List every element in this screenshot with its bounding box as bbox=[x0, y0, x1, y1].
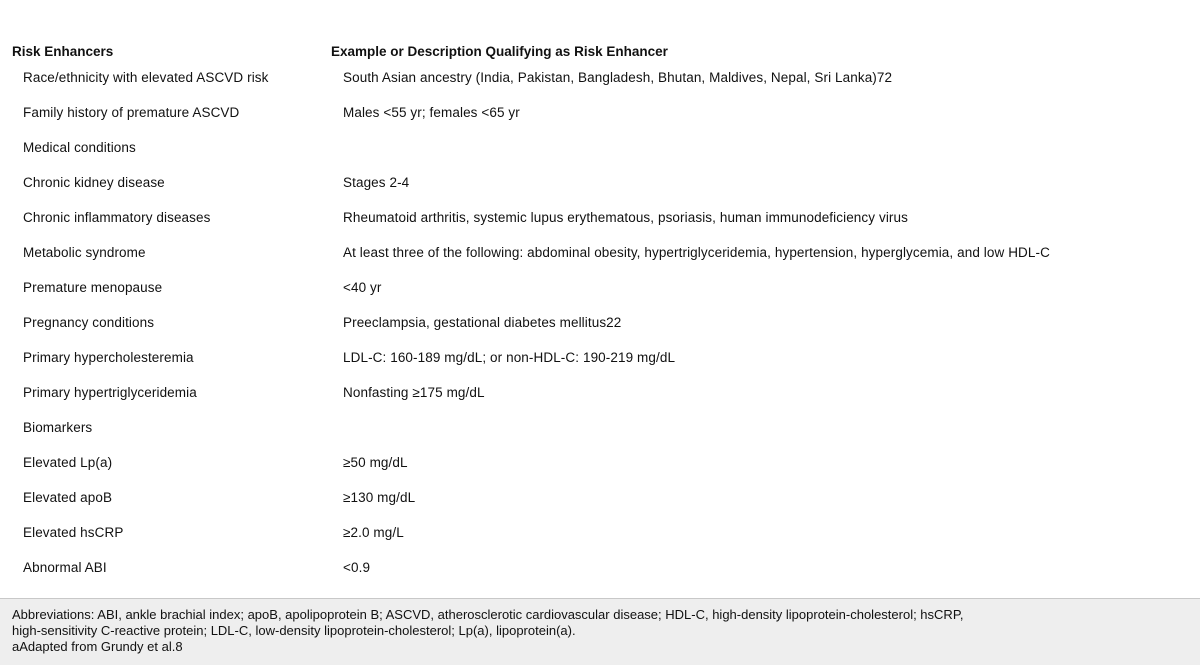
footnote-abbreviations-line-2: high-sensitivity C-reactive protein; LDL-C, low-density lipoprotein-cholesterol; Lp(a), lipoprotein(a). bbox=[12, 623, 576, 638]
row-description: <40 yr bbox=[343, 280, 382, 295]
table-footnote bbox=[0, 598, 1200, 665]
footnote-abbreviations-line-1: Abbreviations: ABI, ankle brachial index; apoB, apolipoprotein B; ASCVD, atherosclerotic cardiovascular disease; HDL-C, high-density lipoprotein-cholesterol; hsCRP, bbox=[12, 607, 964, 622]
row-description: Preeclampsia, gestational diabetes mellitus22 bbox=[343, 315, 622, 330]
row-description: ≥50 mg/dL bbox=[343, 455, 408, 470]
header-risk-enhancers: Risk Enhancers bbox=[12, 44, 114, 59]
row-label: Elevated apoB bbox=[23, 490, 113, 505]
row-label: Abnormal ABI bbox=[23, 560, 107, 575]
row-label: Pregnancy conditions bbox=[23, 315, 155, 330]
table-row bbox=[0, 383, 1200, 418]
table-row bbox=[0, 173, 1200, 208]
row-description: ≥130 mg/dL bbox=[343, 490, 416, 505]
row-description: LDL-C: 160-189 mg/dL; or non-HDL-C: 190-219 mg/dL bbox=[343, 350, 676, 365]
row-description: Males <55 yr; females <65 yr bbox=[343, 105, 520, 120]
table-row bbox=[0, 348, 1200, 383]
row-description: Rheumatoid arthritis, systemic lupus erythematous, psoriasis, human immunodeficiency virus bbox=[343, 210, 908, 225]
table-body bbox=[0, 68, 1200, 593]
row-label: Biomarkers bbox=[23, 420, 93, 435]
table-row bbox=[0, 208, 1200, 243]
row-label: Medical conditions bbox=[23, 140, 136, 155]
table-row bbox=[0, 453, 1200, 488]
footnote-source: aAdapted from Grundy et al.8 bbox=[12, 639, 183, 654]
table-row bbox=[0, 488, 1200, 523]
table-header bbox=[0, 44, 1200, 64]
table-row bbox=[0, 138, 1200, 173]
table-row bbox=[0, 313, 1200, 348]
row-description: <0.9 bbox=[343, 560, 371, 575]
row-description: Stages 2-4 bbox=[343, 175, 410, 190]
table-row bbox=[0, 418, 1200, 453]
row-label: Chronic inflammatory diseases bbox=[23, 210, 211, 225]
row-label: Primary hypercholesteremia bbox=[23, 350, 194, 365]
table-row bbox=[0, 523, 1200, 558]
row-description: Nonfasting ≥175 mg/dL bbox=[343, 385, 485, 400]
row-label: Elevated hsCRP bbox=[23, 525, 124, 540]
row-label: Metabolic syndrome bbox=[23, 245, 146, 260]
table-row bbox=[0, 558, 1200, 593]
table-row bbox=[0, 243, 1200, 278]
table-row bbox=[0, 278, 1200, 313]
table-row bbox=[0, 68, 1200, 103]
row-label: Premature menopause bbox=[23, 280, 163, 295]
row-description: ≥2.0 mg/L bbox=[343, 525, 404, 540]
row-label: Primary hypertriglyceridemia bbox=[23, 385, 197, 400]
row-label: Elevated Lp(a) bbox=[23, 455, 113, 470]
row-description: At least three of the following: abdominal obesity, hypertriglyceridemia, hypertension, hyperglycemia, and low HDL-C bbox=[343, 245, 1050, 260]
row-description: South Asian ancestry (India, Pakistan, Bangladesh, Bhutan, Maldives, Nepal, Sri Lanka)72 bbox=[343, 70, 893, 85]
row-label: Family history of premature ASCVD bbox=[23, 105, 240, 120]
row-label: Chronic kidney disease bbox=[23, 175, 165, 190]
table-row bbox=[0, 103, 1200, 138]
header-example-description: Example or Description Qualifying as Risk Enhancer bbox=[331, 44, 668, 59]
row-label: Race/ethnicity with elevated ASCVD risk bbox=[23, 70, 269, 85]
